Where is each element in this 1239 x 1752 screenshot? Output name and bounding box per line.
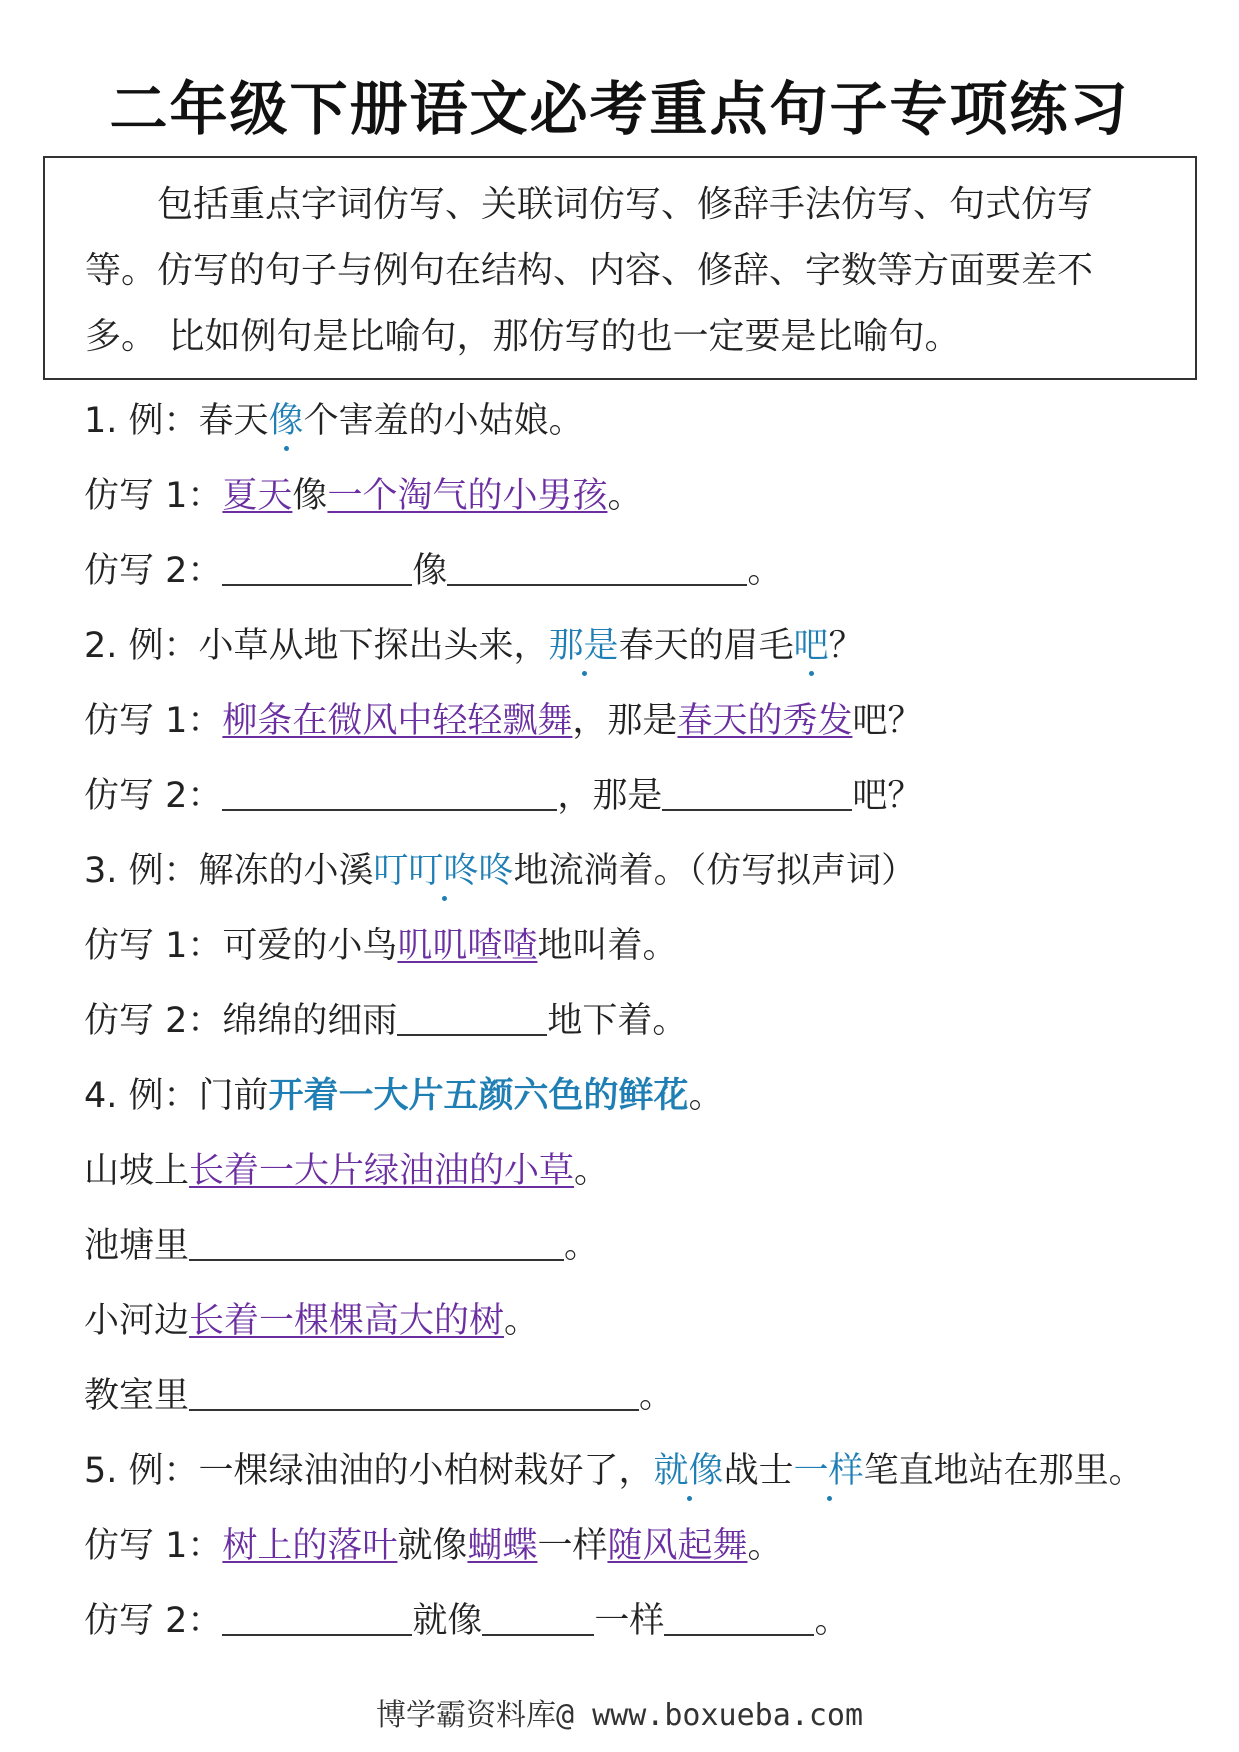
- intro-box: [43, 156, 1197, 380]
- q1-number: 1. 例：: [84, 401, 199, 441]
- q4-l2-blank[interactable]: [189, 1223, 564, 1261]
- q4-l2-text: 池塘里: [84, 1226, 190, 1266]
- intro-line-1: 包括重点字词仿写、关联词仿写、修辞手法仿写、句式仿写: [157, 184, 1094, 225]
- q5-f1-label: 仿写 1：: [84, 1526, 223, 1566]
- q3-example-text: 解冻的小溪: [198, 851, 374, 891]
- q2-keyword-2: 吧: [794, 620, 829, 672]
- q1-example: [84, 395, 584, 447]
- footer-watermark: 博学霸资料库@ www.boxueba.com: [375, 1698, 864, 1733]
- q3-number: 3. 例：: [84, 851, 199, 891]
- q2-f2-label: 仿写 2：: [84, 776, 223, 816]
- q4-l3-end: 。: [504, 1301, 540, 1341]
- q1-example-rest: 个害羞的小姑娘。: [303, 401, 584, 441]
- q3-example-rest: 地流淌着。（仿写拟声词）: [513, 851, 917, 891]
- q3-f1-end: 地叫着。: [537, 926, 678, 966]
- q2-keyword-1: 那是: [549, 620, 619, 672]
- q2-example-text: 小草从地下探出头来，: [198, 626, 549, 666]
- q1-f1-answer-b: 一个淘气的小男孩: [327, 476, 608, 516]
- q3-example: [84, 845, 916, 897]
- q4-keyword: 开着一大片五颜六色的鲜花: [268, 1076, 689, 1116]
- q5-f1-answer-c: 随风起舞: [607, 1526, 748, 1566]
- q1-f2-blank-2[interactable]: [447, 548, 747, 586]
- q5-f1-mid-1: 就像: [397, 1526, 468, 1566]
- q3-f2-label: 仿写 2：: [84, 1001, 223, 1041]
- q1-f1-mid: 像: [292, 476, 328, 516]
- q4-l4-end: 。: [639, 1376, 675, 1416]
- q1-f2-mid: 像: [412, 551, 448, 591]
- q4-l4-text: 教室里: [84, 1376, 190, 1416]
- q1-imitation-1: [84, 470, 642, 522]
- q2-f2-blank-2[interactable]: [662, 773, 852, 811]
- q3-f1-answer: 叽叽喳喳: [397, 926, 538, 966]
- q5-example-text: 一棵绿油油的小柏树栽好了，: [198, 1451, 654, 1491]
- q5-f2-end: 。: [814, 1601, 850, 1641]
- q1-f1-label: 仿写 1：: [84, 476, 223, 516]
- q2-imitation-1: [84, 695, 922, 747]
- q4-example-text: 门前: [198, 1076, 269, 1116]
- q4-l3-answer: 长着一棵棵高大的树: [189, 1301, 505, 1341]
- q1-f2-end: 。: [747, 551, 783, 591]
- q5-f2-blank-2[interactable]: [482, 1598, 594, 1636]
- q2-f1-answer-b: 春天的秀发: [677, 701, 853, 741]
- q4-l1-text: 山坡上: [84, 1151, 190, 1191]
- q4-l2-end: 。: [564, 1226, 600, 1266]
- q5-keyword-1: 就像: [654, 1445, 724, 1497]
- q5-keyword-2: 一样: [794, 1445, 864, 1497]
- q5-number: 5. 例：: [84, 1451, 199, 1491]
- q4-l1-answer: 长着一大片绿油油的小草: [189, 1151, 575, 1191]
- q5-imitation-2: [84, 1595, 849, 1647]
- q4-number: 4. 例：: [84, 1076, 199, 1116]
- q5-example: [84, 1445, 1144, 1497]
- q2-f1-mid: ，那是: [572, 701, 678, 741]
- q2-imitation-2: [84, 770, 922, 822]
- q5-example-mid: 战士: [723, 1451, 794, 1491]
- page-title: 二年级下册语文必考重点句子专项练习: [109, 75, 1130, 143]
- q3-f1-label: 仿写 1：: [84, 926, 223, 966]
- q5-f2-blank-1[interactable]: [222, 1598, 412, 1636]
- q3-f1-text: 可爱的小鸟: [222, 926, 398, 966]
- q5-imitation-1: [84, 1520, 783, 1572]
- q4-l3-text: 小河边: [84, 1301, 190, 1341]
- q2-number: 2. 例：: [84, 626, 199, 666]
- q4-l1-end: 。: [574, 1151, 610, 1191]
- q2-f2-blank-1[interactable]: [222, 773, 557, 811]
- q4-line-1: [84, 1145, 609, 1197]
- q3-keyword: 叮叮咚咚: [374, 845, 514, 897]
- q5-example-end: 笔直地站在那里。: [863, 1451, 1144, 1491]
- q5-f2-label: 仿写 2：: [84, 1601, 223, 1641]
- q5-f2-blank-3[interactable]: [664, 1598, 814, 1636]
- q1-f2-label: 仿写 2：: [84, 551, 223, 591]
- q5-f1-mid-2: 一样: [537, 1526, 608, 1566]
- q4-example: [84, 1070, 724, 1122]
- q5-f1-answer-a: 树上的落叶: [222, 1526, 398, 1566]
- q2-f1-answer-a: 柳条在微风中轻轻飘舞: [222, 701, 573, 741]
- q1-f1-answer-a: 夏天: [222, 476, 293, 516]
- q3-imitation-2: [84, 995, 687, 1047]
- q2-example-end: ？: [828, 626, 864, 666]
- q3-f2-end: 地下着。: [547, 1001, 688, 1041]
- q5-f2-mid-1: 就像: [412, 1601, 483, 1641]
- q1-f1-end: 。: [607, 476, 643, 516]
- q2-f2-end: 吧？: [852, 776, 923, 816]
- q5-f1-answer-b: 蝴蝶: [467, 1526, 538, 1566]
- q4-line-4: [84, 1370, 674, 1422]
- q2-example-mid: 春天的眉毛: [618, 626, 794, 666]
- q2-f1-end: 吧？: [852, 701, 923, 741]
- q2-f2-mid: ，那是: [557, 776, 663, 816]
- q1-example-text: 春天: [198, 401, 269, 441]
- q1-imitation-2: [84, 545, 782, 597]
- q3-f2-blank[interactable]: [397, 998, 547, 1036]
- q4-line-3: [84, 1295, 539, 1347]
- intro-line-2: 等。仿写的句子与例句在结构、内容、修辞、字数等方面要差不: [85, 250, 1094, 291]
- q4-l4-blank[interactable]: [189, 1373, 639, 1411]
- q1-keyword: 像: [269, 395, 304, 447]
- q1-f2-blank-1[interactable]: [222, 548, 412, 586]
- intro-line-3: 多。 比如例句是比喻句，那仿写的也一定要是比喻句。: [85, 316, 961, 357]
- q2-f1-label: 仿写 1：: [84, 701, 223, 741]
- q3-imitation-1: [84, 920, 677, 972]
- q5-f2-mid-2: 一样: [594, 1601, 665, 1641]
- q3-f2-text: 绵绵的细雨: [222, 1001, 398, 1041]
- q5-f1-end: 。: [747, 1526, 783, 1566]
- q4-example-end: 。: [688, 1076, 724, 1116]
- q4-line-2: [84, 1220, 599, 1272]
- q2-example: [84, 620, 864, 672]
